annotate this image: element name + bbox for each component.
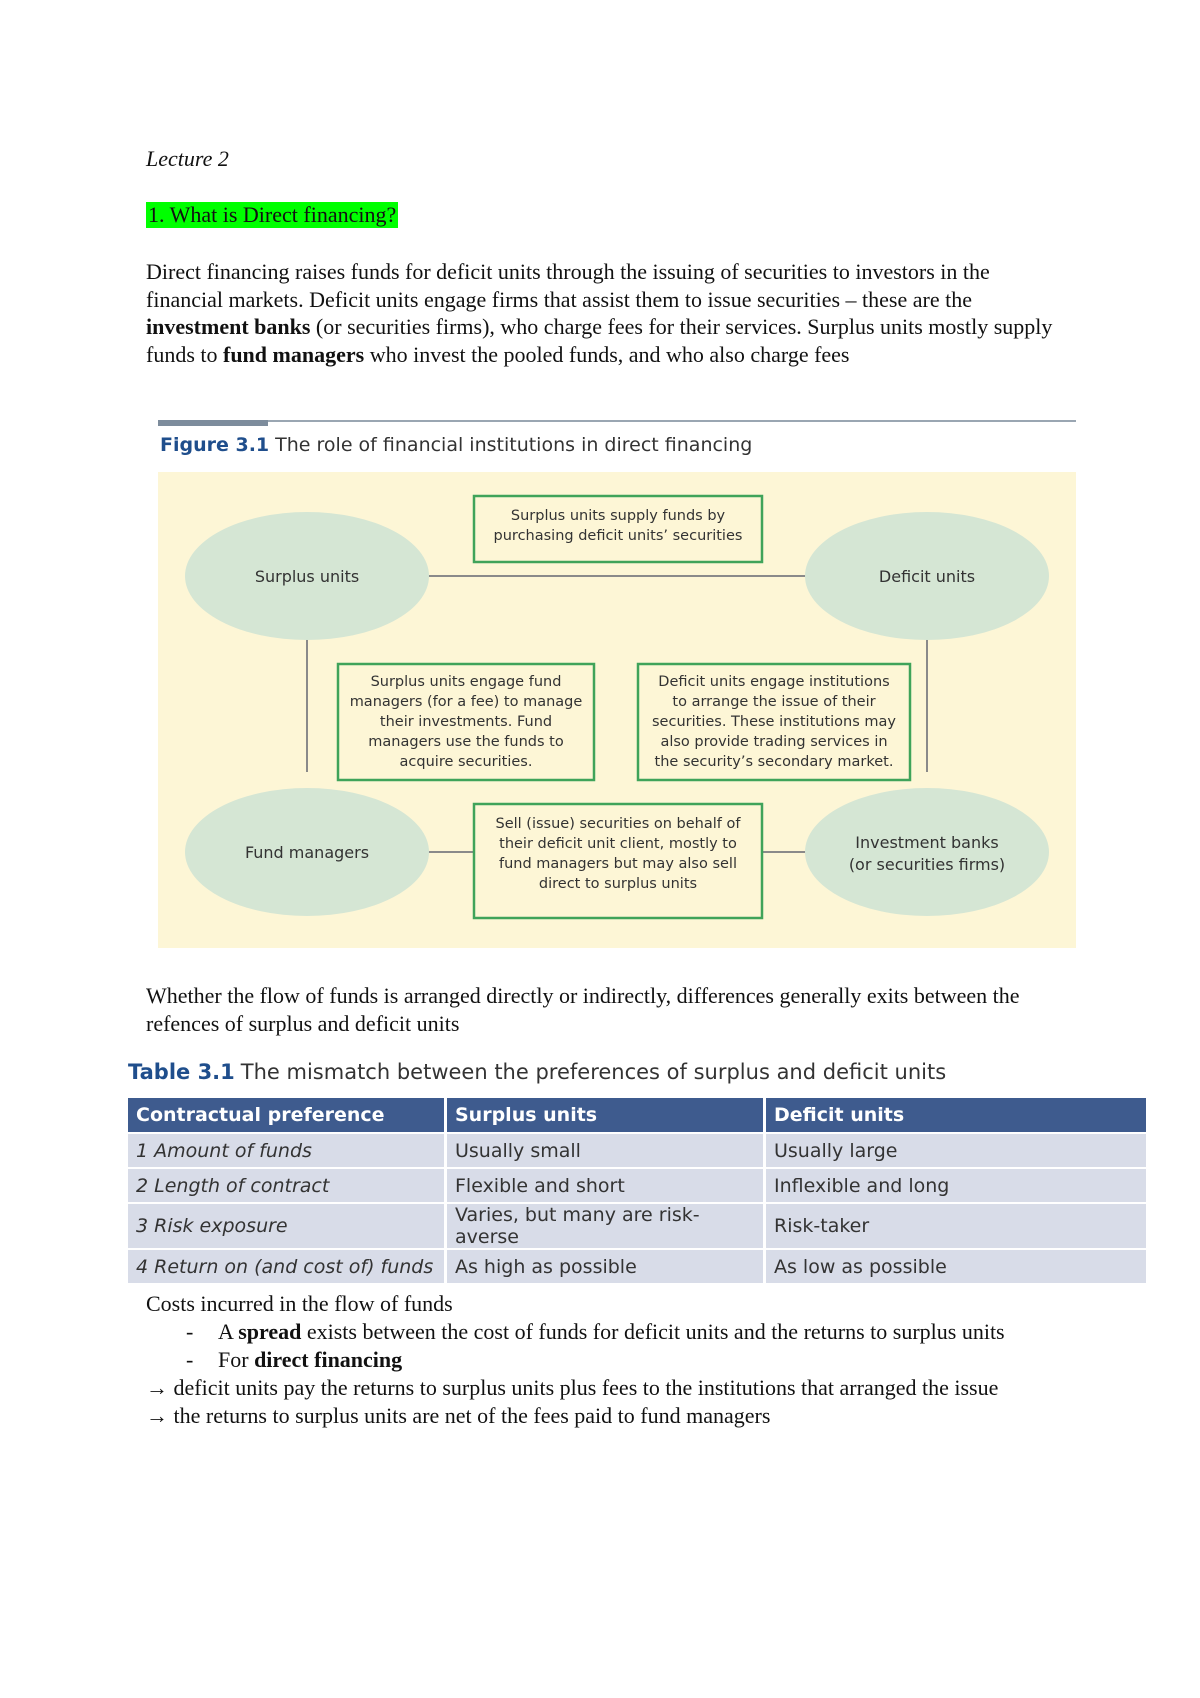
box-right-line: also provide trading services in — [660, 734, 888, 750]
table-caption — [128, 1060, 946, 1084]
costs-bullet-spread — [146, 1318, 1066, 1346]
intro-text: Direct financing raises funds for deficit units through the issuing of securities to investors in the financial markets. Deficit units engage firms that assist them to issue securities – these are the — [146, 259, 990, 312]
table-cell: Usually large — [765, 1133, 1147, 1168]
table-cell: 3 Risk exposure — [128, 1203, 446, 1249]
bullet-text: For — [218, 1347, 255, 1372]
flow-diagram — [158, 472, 1076, 948]
bullet-bold-spread: spread — [238, 1319, 302, 1344]
box-top-line: purchasing deficit units’ securities — [493, 528, 743, 544]
costs-title: Costs incurred in the flow of funds — [146, 1291, 453, 1316]
table-header-cell: Surplus units — [446, 1098, 765, 1133]
box-left-line: managers (for a fee) to manage — [349, 694, 583, 710]
table-cell: Flexible and short — [446, 1168, 765, 1203]
figure-top-rule — [158, 420, 1076, 422]
table-header-cell: Deficit units — [765, 1098, 1147, 1133]
figure-number: Figure 3.1 — [160, 434, 270, 456]
box-bottom-line: fund managers but may also sell — [498, 856, 738, 872]
label-surplus-units: Surplus units — [254, 567, 360, 586]
box-left-line: Surplus units engage fund — [370, 674, 562, 690]
box-right-line: the security’s secondary market. — [654, 754, 894, 770]
intro-bold-investment-banks: investment banks — [146, 314, 311, 339]
flow-differences-paragraph: Whether the flow of funds is arranged directly or indirectly, differences generally exits between the refences of surplus and deficit units — [146, 983, 1020, 1036]
intro-text: who invest the pooled funds, and who also charge fees — [364, 341, 850, 367]
figure-title: The role of financial institutions in direct financing — [275, 434, 753, 456]
intro-text: (or securities firms), who charge fees for their services. Surplus units mostly supply funds to — [146, 314, 1053, 367]
arrow-line-surplus-net — [146, 1402, 1066, 1430]
table-cell: As high as possible — [446, 1249, 765, 1283]
table-cell: Risk-taker — [765, 1203, 1147, 1249]
box-right-line: securities. These institutions may — [652, 714, 896, 730]
table-cell: Usually small — [446, 1133, 765, 1168]
box-bottom-line: direct to surplus units — [538, 876, 698, 892]
box-right-line: Deficit units engage institutions — [658, 674, 890, 690]
label-investment-banks-line1: Investment banks — [855, 833, 999, 852]
table-row — [128, 1168, 1146, 1203]
table-cell: Varies, but many are risk-averse — [446, 1203, 765, 1249]
arrow-line-deficit-fees — [146, 1374, 1066, 1402]
table-row — [128, 1133, 1146, 1168]
box-left-line: their investments. Fund — [379, 714, 553, 730]
table-title: The mismatch between the preferences of surplus and deficit units — [240, 1060, 947, 1084]
dash-marker: - — [186, 1347, 194, 1372]
table-row — [128, 1203, 1146, 1249]
table-header-row — [128, 1098, 1146, 1133]
bullet-text: exists between the cost of funds for deficit units and the returns to surplus units — [301, 1319, 1005, 1344]
table-cell: 4 Return on (and cost of) funds — [128, 1249, 446, 1283]
figure-top-rule-accent — [158, 420, 268, 426]
label-investment-banks-line2: (or securities firms) — [848, 855, 1006, 874]
intro-paragraph — [146, 258, 1066, 368]
box-left-line: acquire securities. — [399, 754, 533, 770]
node-investment-banks — [805, 788, 1049, 916]
table-cell: 2 Length of contract — [128, 1168, 446, 1203]
box-bottom-line: Sell (issue) securities on behalf of — [495, 816, 741, 832]
section-heading: 1. What is Direct financing? — [148, 202, 397, 227]
arrow-line-text: the returns to surplus units are net of the fees paid to fund managers — [173, 1403, 771, 1428]
arrow-right-icon: → — [146, 1375, 168, 1400]
label-deficit-units: Deficit units — [878, 567, 976, 586]
dash-marker: - — [186, 1319, 194, 1344]
arrow-line-text: deficit units pay the returns to surplus units plus fees to the institutions that arranged the issue — [173, 1375, 999, 1400]
table-number: Table 3.1 — [128, 1060, 235, 1084]
table-header-cell: Contractual preference — [128, 1098, 446, 1133]
box-right-line: to arrange the issue of their — [672, 694, 876, 710]
figure-panel — [158, 472, 1076, 948]
table-cell: Inflexible and long — [765, 1168, 1147, 1203]
bullet-text: A — [218, 1319, 239, 1344]
table-cell: 1 Amount of funds — [128, 1133, 446, 1168]
intro-bold-fund-managers: fund managers — [223, 341, 365, 367]
box-right-text — [652, 674, 896, 770]
label-fund-managers: Fund managers — [244, 843, 370, 862]
bullet-bold-direct-financing: direct financing — [254, 1347, 403, 1372]
box-top-line: Surplus units supply funds by — [510, 508, 726, 524]
table-cell: As low as possible — [765, 1249, 1147, 1283]
costs-section — [146, 1290, 1066, 1430]
costs-bullet-direct-financing — [146, 1346, 1066, 1374]
box-bottom-line: their deficit unit client, mostly to — [499, 836, 737, 852]
lecture-label: Lecture 2 — [146, 146, 229, 171]
arrow-right-icon: → — [146, 1403, 168, 1428]
figure-caption — [160, 434, 752, 456]
figure-direct-financing — [158, 420, 1076, 948]
box-left-line: managers use the funds to — [368, 734, 564, 750]
table-row — [128, 1249, 1146, 1283]
mismatch-table — [128, 1098, 1146, 1283]
